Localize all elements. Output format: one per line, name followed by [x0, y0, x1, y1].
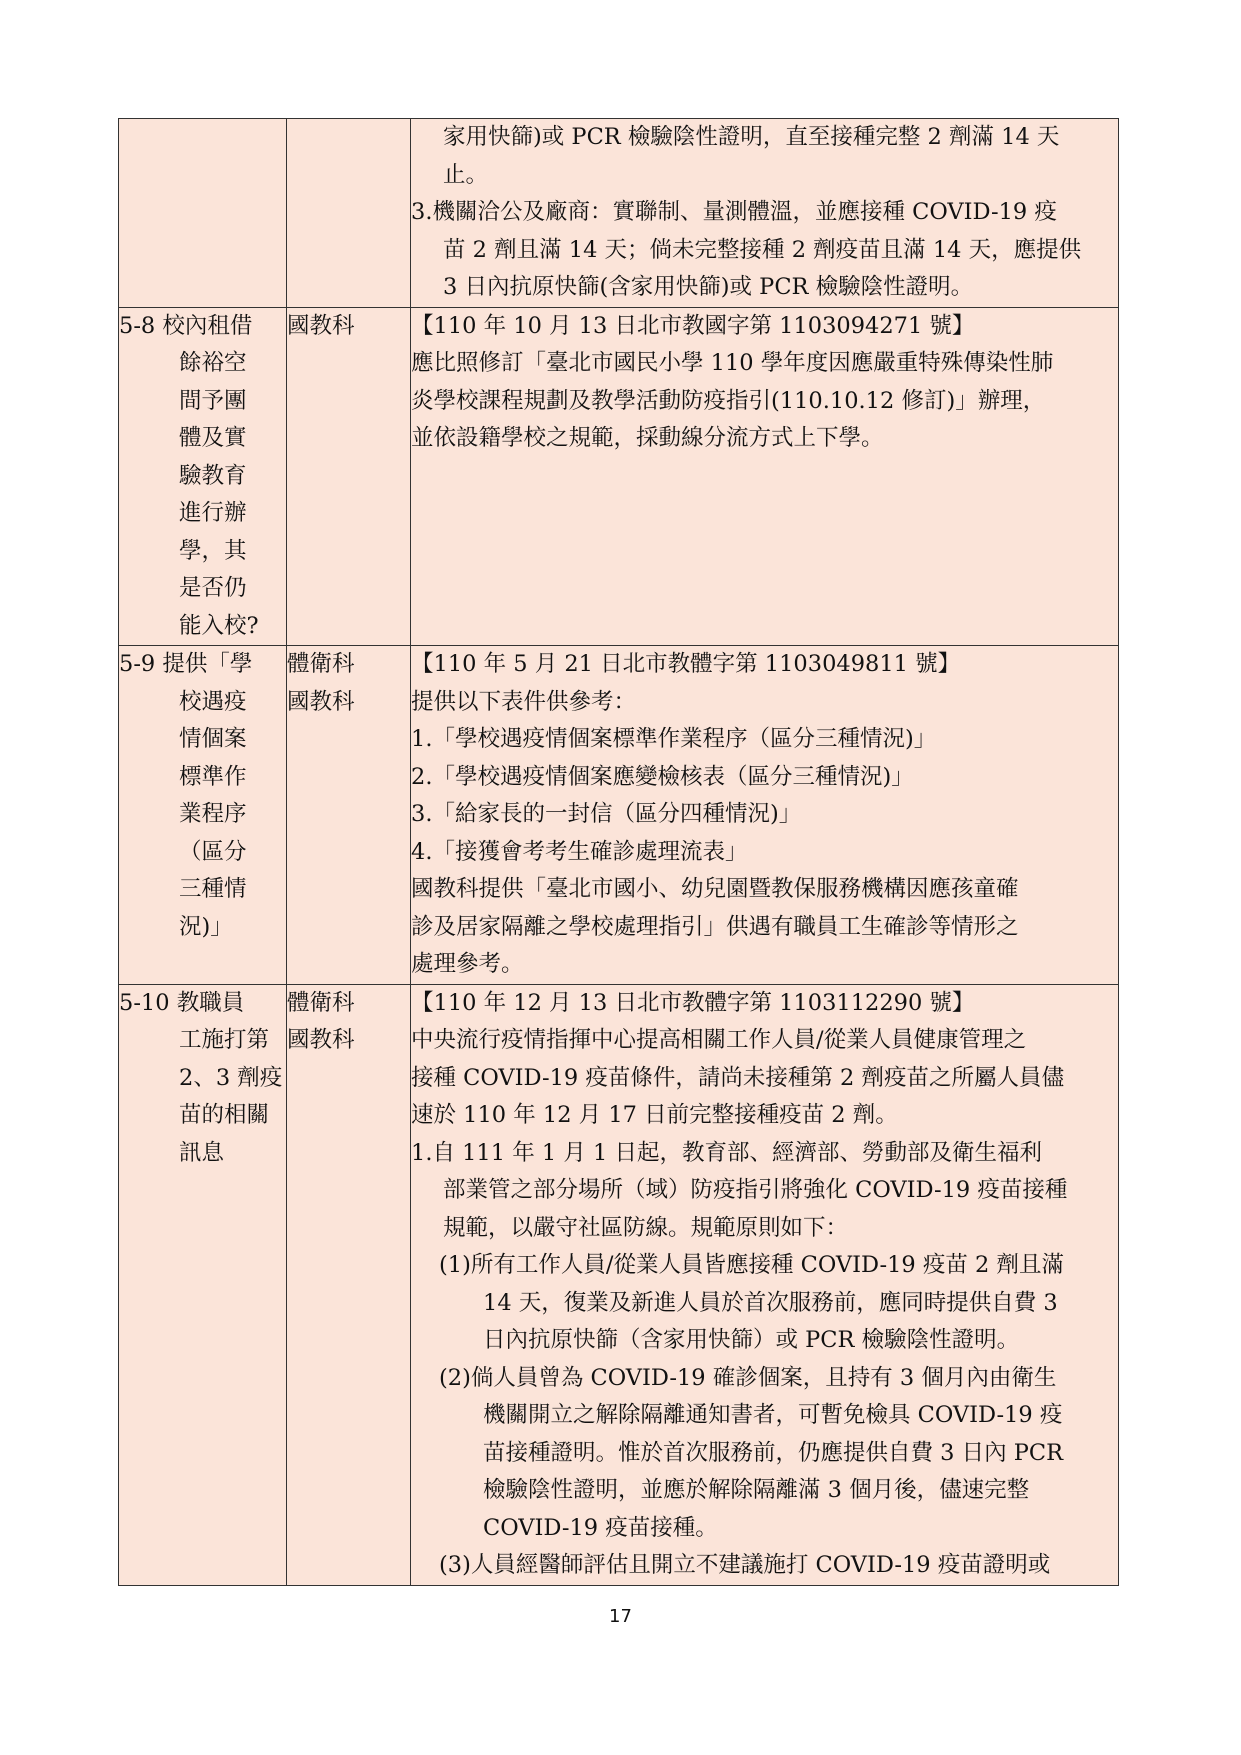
content-line: 部業管之部分場所（域）防疫指引將強化 COVID-19 疫苗接種 — [443, 1177, 1068, 1203]
unit-cell — [287, 646, 411, 985]
item-line: 苗的相關 — [179, 1102, 270, 1128]
unit-line: 國教科 — [287, 688, 355, 715]
content-cell — [411, 119, 1119, 308]
content-line: 接種 COVID-19 疫苗條件，請尚未接種第 2 劑疫苗之所屬人員儘 — [411, 1064, 1065, 1091]
item-line: 是否仍 — [179, 575, 247, 601]
item-line: 情個案 — [179, 726, 247, 752]
content-line: 規範，以嚴守社區防線。規範原則如下： — [443, 1214, 849, 1241]
content-line: 家用快篩)或 PCR 檢驗陰性證明，直至接種完整 2 劑滿 14 天 — [443, 124, 1060, 150]
item-line: 體及實 — [179, 425, 247, 451]
table-row — [119, 646, 1119, 985]
item-line: （區分 — [179, 838, 247, 865]
item-line: 工施打第 — [179, 1027, 270, 1053]
content-line: (3)人員經醫師評估且開立不建議施打 COVID-19 疫苗證明或 — [439, 1552, 1051, 1578]
content-line: 3.機關洽公及廠商：實聯制、量測體溫，並應接種 COVID-19 疫 — [411, 199, 1057, 225]
item-line: 驗教育 — [179, 462, 247, 489]
content-line: 苗接種證明。惟於首次服務前，仍應提供自費 3 日內 PCR — [483, 1439, 1064, 1466]
content-line: 苗 2 劑且滿 14 天；倘未完整接種 2 劑疫苗且滿 14 天，應提供 — [443, 236, 1082, 263]
item-line: 5-8 校內租借 — [119, 312, 253, 339]
content-line: 4.「接獲會考考生確診處理流表」 — [411, 838, 748, 865]
item-line: 間予團 — [179, 387, 247, 414]
content-line: 2.「學校遇疫情個案應變檢核表（區分三種情況)」 — [411, 763, 914, 790]
content-line: 【110 年 12 月 13 日北市教體字第 1103112290 號】 — [411, 989, 975, 1016]
item-line: 況)」 — [179, 913, 233, 940]
content-line: 日內抗原快篩（含家用快篩）或 PCR 檢驗陰性證明。 — [483, 1327, 1020, 1353]
content-cell — [411, 984, 1119, 1585]
item-line: 訊息 — [179, 1139, 225, 1166]
item-line: 學，其 — [179, 537, 247, 564]
item-line: 校遇疫 — [179, 688, 247, 715]
item-line: 餘裕空 — [179, 350, 247, 376]
content-line: (1)所有工作人員/從業人員皆應接種 COVID-19 疫苗 2 劑且滿 — [439, 1252, 1064, 1278]
content-line: 速於 110 年 12 月 17 日前完整接種疫苗 2 劑。 — [411, 1102, 898, 1128]
item-line: 2、3 劑疫 — [179, 1064, 283, 1091]
table-body — [119, 119, 1119, 1586]
item-cell — [119, 646, 287, 985]
content-line: 1.自 111 年 1 月 1 日起，教育部、經濟部、勞動部及衛生福利 — [411, 1139, 1042, 1166]
item-line: 標準作 — [179, 763, 247, 790]
content-cell — [411, 646, 1119, 985]
unit-line: 國教科 — [287, 312, 355, 339]
content-line: COVID-19 疫苗接種。 — [483, 1514, 718, 1541]
item-line: 5-9 提供「學 — [119, 651, 253, 677]
content-line: 並依設籍學校之規範，採動線分流方式上下學。 — [411, 425, 884, 451]
item-line: 進行辦 — [179, 500, 247, 526]
item-line: 三種情 — [179, 876, 247, 902]
content-line: 3 日內抗原快篩(含家用快篩)或 PCR 檢驗陰性證明。 — [443, 274, 974, 300]
unit-cell — [287, 307, 411, 646]
item-line: 業程序 — [179, 801, 247, 827]
content-line: 提供以下表件供參考： — [411, 688, 637, 715]
table-row — [119, 984, 1119, 1585]
guideline-table — [118, 118, 1119, 1586]
unit-line: 國教科 — [287, 1027, 355, 1053]
page-number: 17 — [609, 1606, 632, 1627]
content-line: 應比照修訂「臺北市國民小學 110 學年度因應嚴重特殊傳染性肺 — [411, 350, 1054, 376]
content-line: 診及居家隔離之學校處理指引」供遇有職員工生確診等情形之 — [411, 913, 1019, 940]
item-cell — [119, 984, 287, 1585]
item-line: 能入校? — [179, 612, 259, 639]
table-row — [119, 119, 1119, 308]
content-line: 3.「給家長的一封信（區分四種情況)」 — [411, 801, 802, 827]
content-line: 機關開立之解除隔離通知書者，可暫免檢具 COVID-19 疫 — [483, 1402, 1063, 1428]
unit-cell — [287, 984, 411, 1585]
content-line: 14 天，復業及新進人員於首次服務前，應同時提供自費 3 — [483, 1289, 1058, 1316]
unit-line: 體衛科 — [287, 651, 355, 677]
content-line: 【110 年 5 月 21 日北市教體字第 1103049811 號】 — [411, 651, 961, 677]
content-line: 中央流行疫情指揮中心提高相關工作人員/從業人員健康管理之 — [411, 1027, 1027, 1053]
content-line: 炎學校課程規劃及教學活動防疫指引(110.10.12 修訂)」辦理， — [411, 387, 1046, 414]
unit-cell — [287, 119, 411, 308]
content-line: 止。 — [443, 161, 489, 188]
content-line: 國教科提供「臺北市國小、幼兒園暨教保服務機構因應孩童確 — [411, 876, 1019, 902]
content-line: (2)倘人員曾為 COVID-19 確診個案，且持有 3 個月內由衛生 — [439, 1364, 1057, 1391]
content-line: 【110 年 10 月 13 日北市教國字第 1103094271 號】 — [411, 312, 975, 339]
content-line: 檢驗陰性證明，並應於解除隔離滿 3 個月後，儘速完整 — [483, 1477, 1030, 1503]
item-cell — [119, 307, 287, 646]
content-cell — [411, 307, 1119, 646]
table-row — [119, 307, 1119, 646]
item-cell — [119, 119, 287, 308]
unit-line: 體衛科 — [287, 989, 355, 1016]
content-line: 1.「學校遇疫情個案標準作業程序（區分三種情況)」 — [411, 726, 937, 752]
item-line: 5-10 教職員 — [119, 989, 245, 1016]
content-line: 處理參考。 — [411, 951, 524, 977]
